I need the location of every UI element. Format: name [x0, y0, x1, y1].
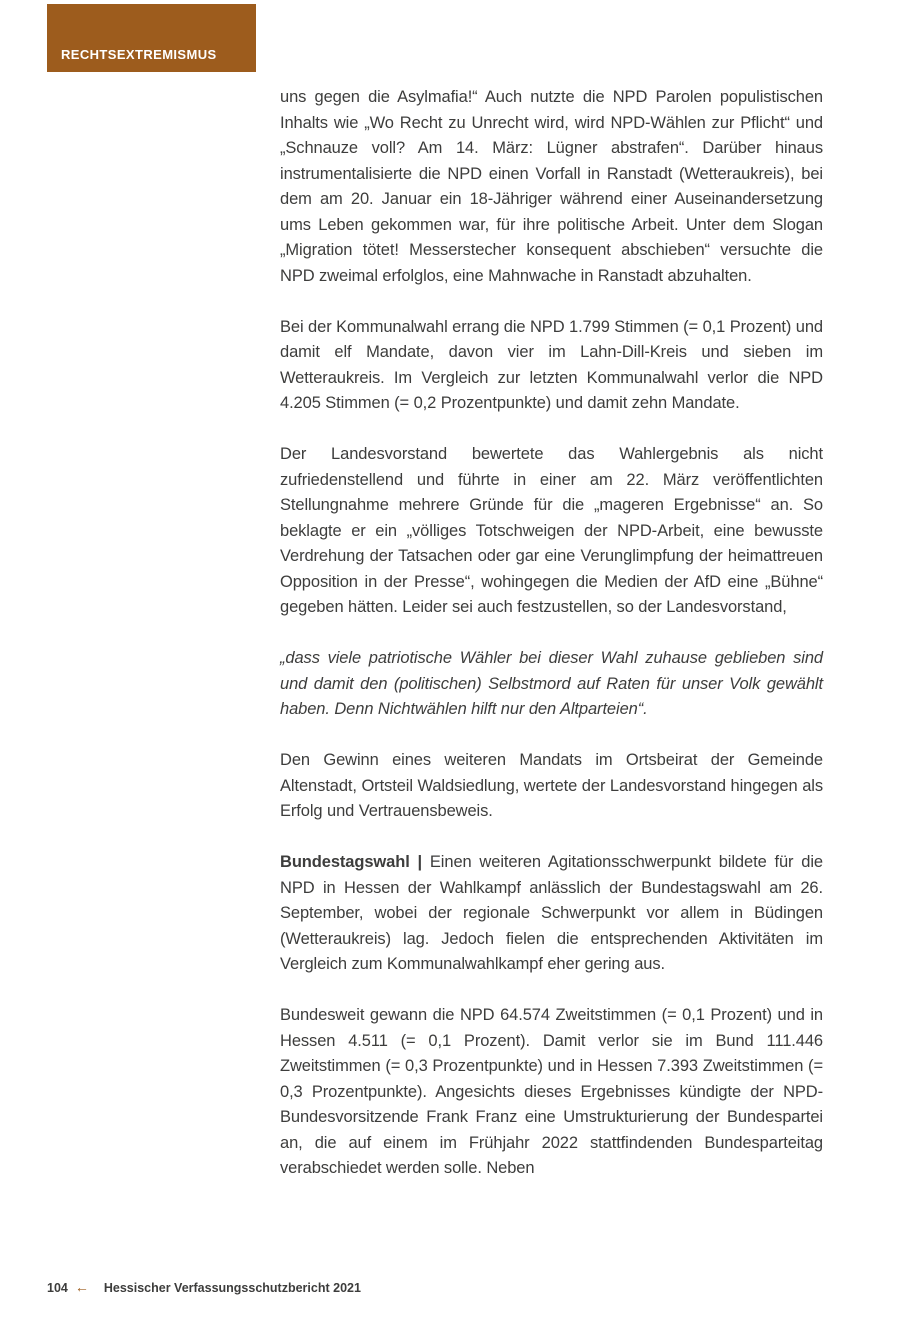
paragraph: Den Gewinn eines weiteren Mandats im Ortsbeirat der Gemeinde Altenstadt, Ortsteil Waldsiedlung, wertete der Landesvorstand hingegen als Erfolg und Vertrauensbeweis.	[280, 751, 823, 820]
bundestagswahl-lead-in: Bundestagswahl |	[280, 853, 430, 871]
body-column	[280, 85, 823, 1207]
paragraph	[280, 850, 823, 978]
paragraph: Bei der Kommunalwahl errang die NPD 1.799 Stimmen (= 0,1 Prozent) und damit elf Mandate, davon vier im Lahn-Dill-Kreis und sieben im Wetteraukreis. Im Vergleich zur letzten Kommunalwahl verlor die NPD 4.205 Stimmen (= 0,2 Prozentpunkte) und damit zehn Mandate.	[280, 317, 823, 412]
chapter-tab	[47, 4, 256, 72]
paragraph-text: Einen weiteren Agitationsschwerpunkt bildete für die NPD in Hessen der Wahlkampf anlässlich der Bundestagswahl am 26. September, wobei der regionale Schwerpunkt vor allem in Büdingen (Wetteraukreis) lag. Jedoch fielen die entsprechenden Aktivitäten im Vergleich zum Kommunalwahlkampf eher gering aus.	[280, 853, 823, 973]
paragraph: uns gegen die Asylmafia!“ Auch nutzte die NPD Parolen populistischen Inhalts wie „Wo Recht zu Unrecht wird, wird NPD-Wählen zur Pflicht“ und „Schnauze voll? Am 14. März: Lügner abstrafen“. Darüber hinaus instrumentalisierte die NPD einen Vorfall in Ranstadt (Wetteraukreis), bei dem am 20. Januar ein 18-Jähriger während einer Auseinandersetzung ums Leben gekommen war, für ihre politische Arbeit. Unter dem Slogan „Migration tötet! Messerstecher konsequent abschieben“ versuchte die NPD zweimal erfolglos, eine Mahnwache in Ranstadt abzuhalten.	[280, 88, 823, 285]
chapter-label: RECHTSEXTREMISMUS	[61, 47, 217, 62]
footer	[47, 1279, 361, 1295]
paragraph: Der Landesvorstand bewertete das Wahlergebnis als nicht zufriedenstellend und führte in einer am 22. März veröffentlichten Stellungnahme mehrere Gründe für die „mageren Ergebnisse“ an. So beklagte er ein „völliges Totschweigen der NPD-Arbeit, eine bewusste Verdrehung der Tatsachen oder gar eine Verunglimpfung der heimattreuen Opposition in der Presse“, wohingegen die Medien der AfD eine „Bühne“ gegeben hätten. Leider sei auch festzustellen, so der Landesvorstand,	[280, 445, 823, 616]
report-title: Hessischer Verfassungsschutzbericht 2021	[103, 1281, 361, 1295]
paragraph: Bundesweit gewann die NPD 64.574 Zweitstimmen (= 0,1 Prozent) und in Hessen 4.511 (= 0,1 Prozent). Damit verlor sie im Bund 111.446 Zweitstimmen (= 0,3 Prozentpunkte) und in Hessen 7.393 Zweitstimmen (= 0,3 Prozentpunkte). Angesichts dieses Ergebnisses kündigte der NPD-Bundesvorsitzende Frank Franz eine Umstrukturierung der Bundespartei an, die auf einem im Frühjahr 2022 stattfindenden Bundesparteitag verabschiedet werden solle. Neben	[280, 1006, 823, 1177]
quote-paragraph: „dass viele patriotische Wähler bei dieser Wahl zuhause geblieben sind und damit den (politischen) Selbstmord auf Raten für unser Volk gewählt haben. Denn Nichtwählen hilft nur den Altparteien“.	[280, 649, 823, 718]
back-arrow-icon: ←	[74, 1279, 89, 1295]
page-number: 104	[47, 1281, 68, 1295]
